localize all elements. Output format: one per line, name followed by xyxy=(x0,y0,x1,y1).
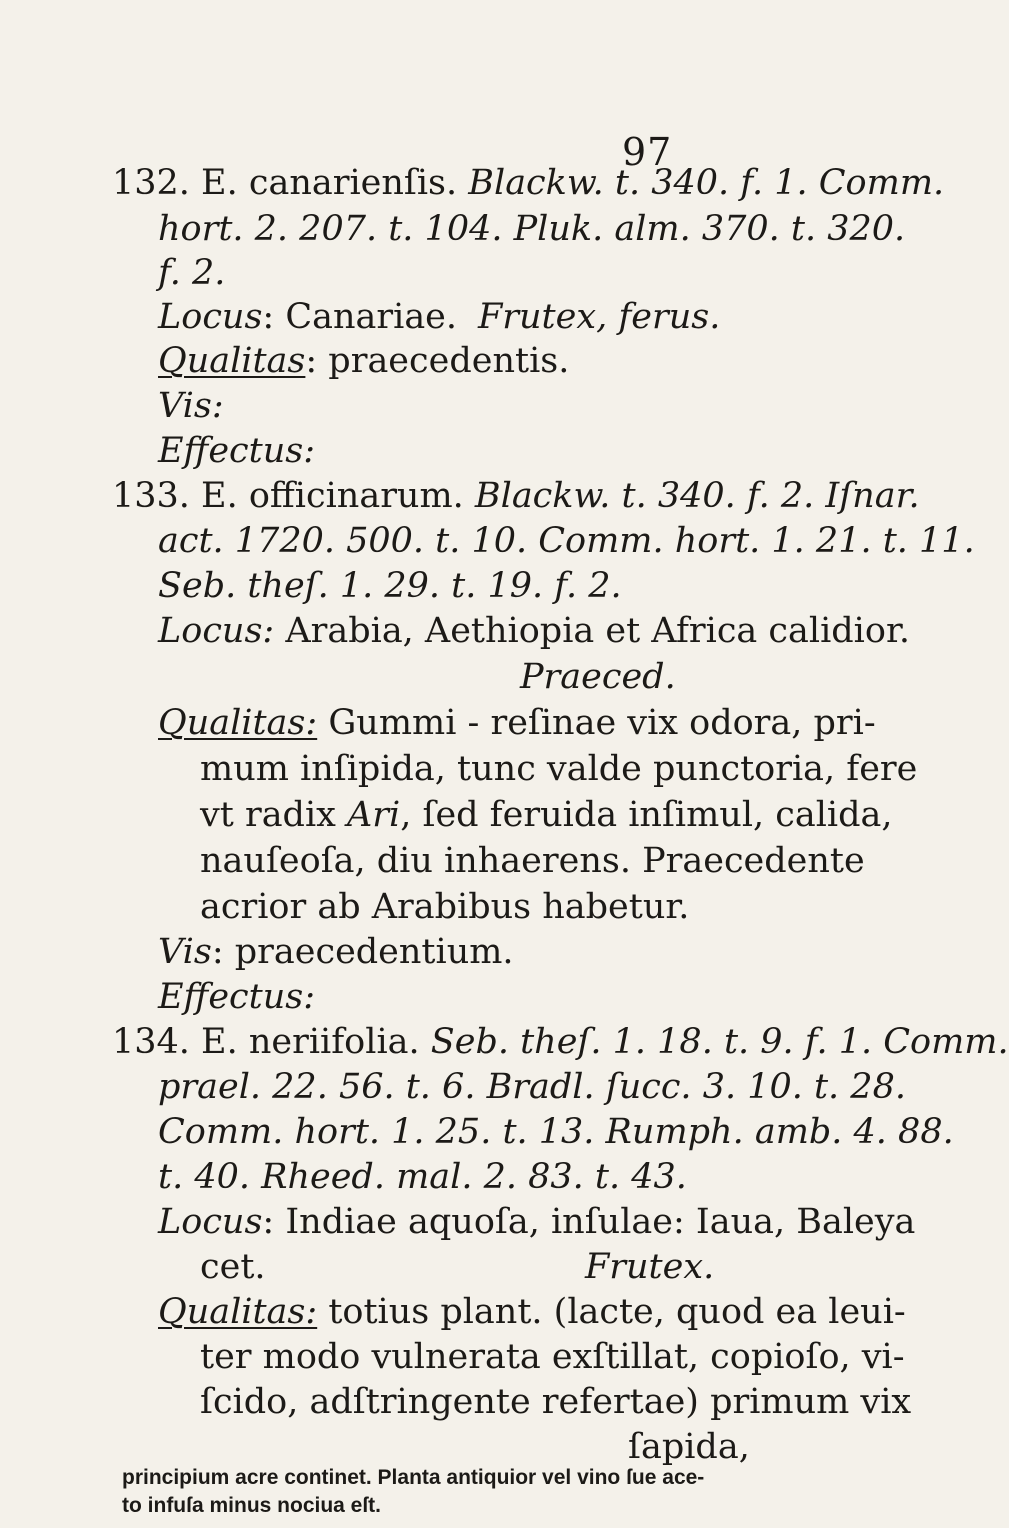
vis-text: : praecedentium. xyxy=(211,932,514,972)
entry-134-qualitas-line-2: ter modo vulnerata exſtillat, copioſo, vi- xyxy=(200,1337,905,1377)
entry-133-line-2: act. 1720. 500. t. 10. Comm. hort. 1. 21. t. 11. xyxy=(158,521,975,561)
footnote-line-2: to infuſa minus nociua eſt. xyxy=(122,1494,382,1517)
entry-133-line-3: Seb. theſ. 1. 29. t. 19. f. 2. xyxy=(158,566,622,606)
qualitas-label: Qualitas: xyxy=(158,703,318,743)
entry-133-praeced: Praeced. xyxy=(520,657,676,697)
qualitas-text: Gummi - reſinae vix odora, pri- xyxy=(317,703,876,743)
entry-132-frutex: Frutex, ferus. xyxy=(478,297,721,337)
entry-134-line-2: prael. 22. 56. t. 6. Bradl. ſucc. 3. 10. t. 28. xyxy=(158,1067,906,1107)
entry-134-line-3: Comm. hort. 1. 25. t. 13. Rumph. amb. 4. 88. xyxy=(158,1112,954,1152)
entry-133-qualitas-line-3 xyxy=(200,792,893,838)
text-run: , ſed feruida inſimul, calida, xyxy=(400,795,893,835)
locus-label: Locus xyxy=(158,297,263,337)
entry-132-line-1 xyxy=(112,160,944,206)
qualitas-text: totius plant. (lacte, quod ea leui- xyxy=(317,1292,906,1332)
entry-134-line-6: cet. xyxy=(200,1247,266,1287)
locus-text: Arabia, Aethiopia et Africa calidior. xyxy=(274,611,910,651)
qualitas-text: : praecedentis. xyxy=(305,341,570,381)
entry-134-line-1 xyxy=(112,1019,1009,1065)
entry-132-effectus: Effectus: xyxy=(158,431,316,471)
entry-134-qualitas-line-4: ſapida, xyxy=(628,1427,750,1467)
entry-133-line-1 xyxy=(112,473,920,519)
entry-132-line-2: hort. 2. 207. t. 104. Pluk. alm. 370. t. 320. xyxy=(158,209,906,249)
entry-133-vis xyxy=(158,929,514,975)
qualitas-label: Qualitas: xyxy=(158,1292,318,1332)
entry-133-qualitas xyxy=(158,700,876,746)
entry-134-locus xyxy=(158,1199,915,1245)
entry-133-qualitas-line-4: nauſeoſa, diu inhaerens. Praecedente xyxy=(200,841,865,881)
locus-text: : Indiae aquoſa, inſulae: Iaua, Baleya xyxy=(262,1202,916,1242)
page-number: 97 xyxy=(622,130,673,174)
entry-132-name: 132. E. canarienſis. xyxy=(112,163,469,203)
entry-134-name: 134. E. neriifolia. xyxy=(112,1022,431,1062)
entry-133-qualitas-line-2: mum inſipida, tunc valde punctoria, fere xyxy=(200,749,918,789)
entry-133-locus xyxy=(158,608,910,654)
locus-label: Locus: xyxy=(158,611,275,651)
locus-text: : Canariae. xyxy=(262,297,458,337)
entry-134-frutex: Frutex. xyxy=(585,1247,715,1287)
entry-134-line-4: t. 40. Rheed. mal. 2. 83. t. 43. xyxy=(158,1157,687,1197)
entry-133-name: 133. E. officinarum. xyxy=(112,476,475,516)
locus-label: Locus xyxy=(158,1202,263,1242)
footnote-line-1: principium acre continet. Planta antiquior vel vino ſue ace- xyxy=(122,1466,705,1489)
entry-132-qualitas xyxy=(158,338,569,384)
entry-134-reference: Seb. theſ. 1. 18. t. 9. f. 1. Comm. xyxy=(430,1022,1009,1062)
vis-label: Vis xyxy=(158,932,212,972)
entry-133-reference: Blackw. t. 340. f. 2. Iſnar. xyxy=(474,476,920,516)
entry-134-qualitas xyxy=(158,1289,906,1335)
entry-133-qualitas-line-5: acrior ab Arabibus habetur. xyxy=(200,887,690,927)
entry-132-line-3: f. 2. xyxy=(158,253,226,293)
entry-132-locus xyxy=(158,294,457,340)
text-run-italic: Ari xyxy=(347,795,401,835)
text-run: vt radix xyxy=(200,795,348,835)
entry-133-effectus: Effectus: xyxy=(158,977,316,1017)
qualitas-label: Qualitas xyxy=(158,341,306,381)
entry-134-qualitas-line-3: ſcido, adſtringente refertae) primum vix xyxy=(200,1382,912,1422)
entry-132-vis: Vis: xyxy=(158,386,224,426)
entry-132-reference: Blackw. t. 340. f. 1. Comm. xyxy=(468,163,945,203)
